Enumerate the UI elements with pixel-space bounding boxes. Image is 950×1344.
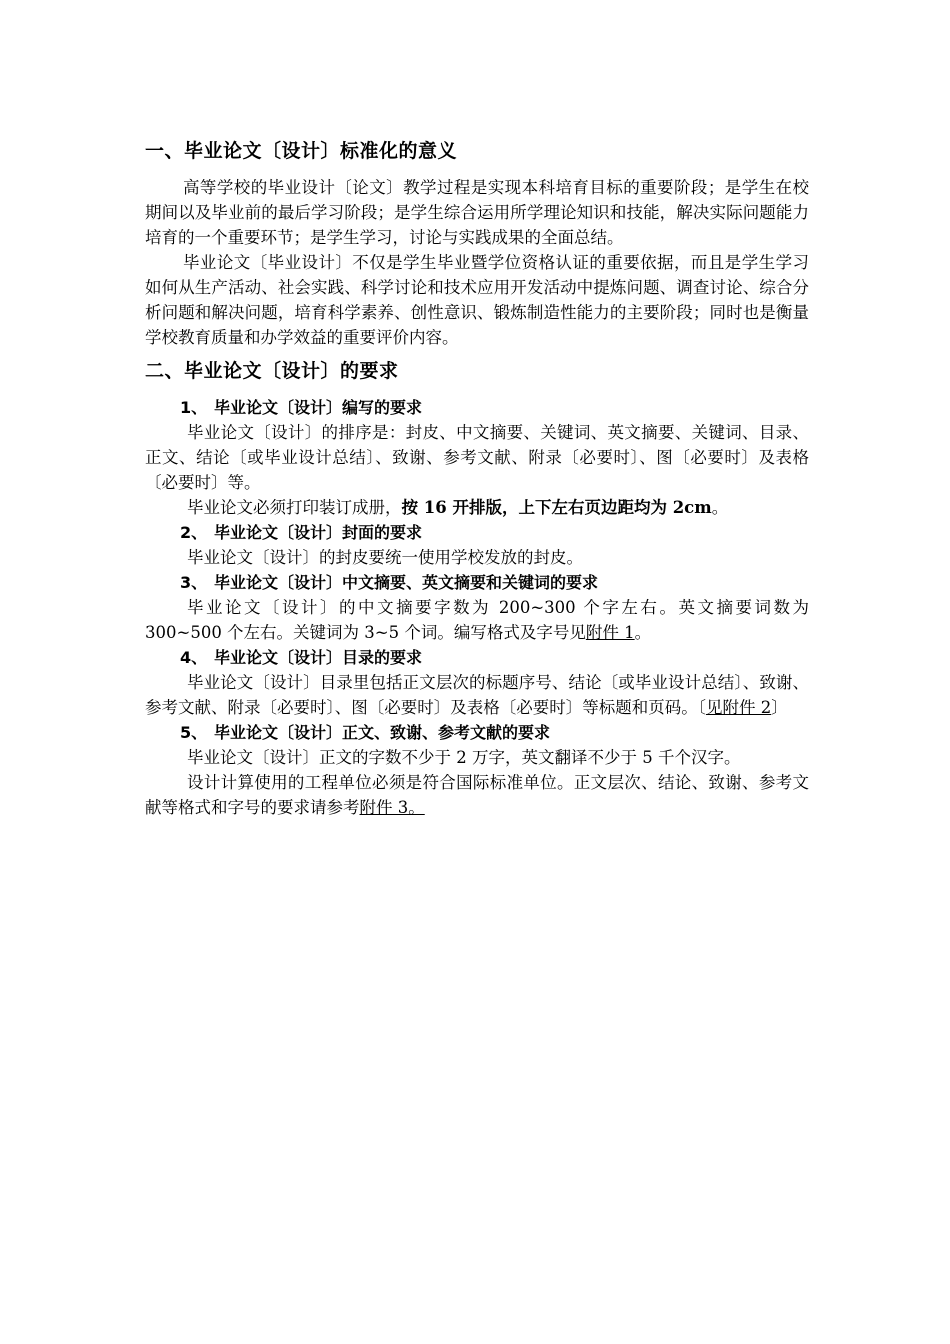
period: 。 xyxy=(634,623,652,642)
appendix-1-link[interactable]: 附件 1 xyxy=(585,623,635,642)
subsection-4-heading xyxy=(145,645,809,670)
subsection-1-title: 毕业论文〔设计〕编写的要求 xyxy=(214,398,423,417)
page-format-emphasis: 按 16 开排版，上下左右页边距均为 2cm xyxy=(401,498,712,517)
subsection-1-number: 1、 xyxy=(180,398,208,417)
subsection-3-title: 毕业论文〔设计〕中文摘要、英文摘要和关键词的要求 xyxy=(214,573,599,592)
subsection-2-title: 毕业论文〔设计〕封面的要求 xyxy=(214,523,423,542)
appendix-3-link[interactable]: 附件 3。 xyxy=(359,798,425,817)
subsection-4-paragraph-1 xyxy=(145,670,809,720)
subsection-2-paragraph-1: 毕业论文〔设计〕的封皮要统一使用学校发放的封皮。 xyxy=(187,548,583,567)
subsection-5-paragraph-2 xyxy=(145,770,809,820)
subsection-5-heading xyxy=(145,720,809,745)
subsection-5-title: 毕业论文〔设计〕正文、致谢、参考文献的要求 xyxy=(214,723,551,742)
period: 。 xyxy=(711,498,729,517)
section-1-heading: 一、毕业论文〔设计〕标准化的意义 xyxy=(145,140,458,162)
section-2-heading: 二、毕业论文〔设计〕的要求 xyxy=(145,360,399,382)
subsection-3-number: 3、 xyxy=(180,573,208,592)
units-requirement-text: 设计计算使用的工程单位必须是符合国际标准单位。正文层次、结论、致谢、参考文献等格式和字号的要求请参考 xyxy=(145,773,809,817)
subsection-3-heading xyxy=(145,570,809,595)
subsection-4-title: 毕业论文〔设计〕目录的要求 xyxy=(214,648,423,667)
subsection-1-paragraph-1: 毕业论文〔设计〕的排序是：封皮、中文摘要、关键词、英文摘要、关键词、目录、正文、结论〔或毕业设计总结〕、致谢、参考文献、附录〔必要时〕、图〔必要时〕及表格〔必要时〕等。 xyxy=(145,423,809,492)
subsection-2-number: 2、 xyxy=(180,523,208,542)
subsection-4-number: 4、 xyxy=(180,648,208,667)
toc-requirement-text: 毕业论文〔设计〕目录里包括正文层次的标题序号、结论〔或毕业设计总结〕、致谢、参考文献、附录〔必要时〕、图〔必要时〕及表格〔必要时〕等标题和页码。〔 xyxy=(145,673,809,717)
subsection-5-number: 5、 xyxy=(180,723,208,742)
section-1-paragraph-2: 毕业论文〔毕业设计〕不仅是学生毕业暨学位资格认证的重要依据，而且是学生学习如何从生产活动、社会实践、科学讨论和技术应用开发活动中提炼问题、调查讨论、综合分析问题和解决问题，培育科学素养、创性意识、锻炼制造性能力的主要阶段；同时也是衡量学校教育质量和办学效益的重要评价内容。 xyxy=(145,253,809,347)
closing-bracket: 〕 xyxy=(771,698,788,717)
appendix-2-link[interactable]: 见附件 2 xyxy=(706,698,772,717)
document-content xyxy=(145,136,809,820)
subsection-2-heading xyxy=(145,520,809,545)
print-requirement-text: 毕业论文必须打印装订成册， xyxy=(187,498,402,517)
subsection-1-paragraph-2 xyxy=(145,495,809,520)
subsection-1-heading xyxy=(145,395,809,420)
subsection-3-paragraph-1 xyxy=(145,595,809,645)
abstract-requirement-text: 毕业论文〔设计〕的中文摘要字数为 200~300 个字左右。英文摘要词数为 300~500 个左右。关键词为 3~5 个词。编写格式及字号见 xyxy=(145,598,809,642)
subsection-5-paragraph-1: 毕业论文〔设计〕正文的字数不少于 2 万字，英文翻译不少于 5 千个汉字。 xyxy=(187,748,741,767)
section-1-paragraph-1: 高等学校的毕业设计〔论文〕教学过程是实现本科培育目标的重要阶段；是学生在校期间以及毕业前的最后学习阶段；是学生综合运用所学理论知识和技能，解决实际问题能力培育的一个重要环节；是学生学习，讨论与实践成果的全面总结。 xyxy=(145,178,809,247)
